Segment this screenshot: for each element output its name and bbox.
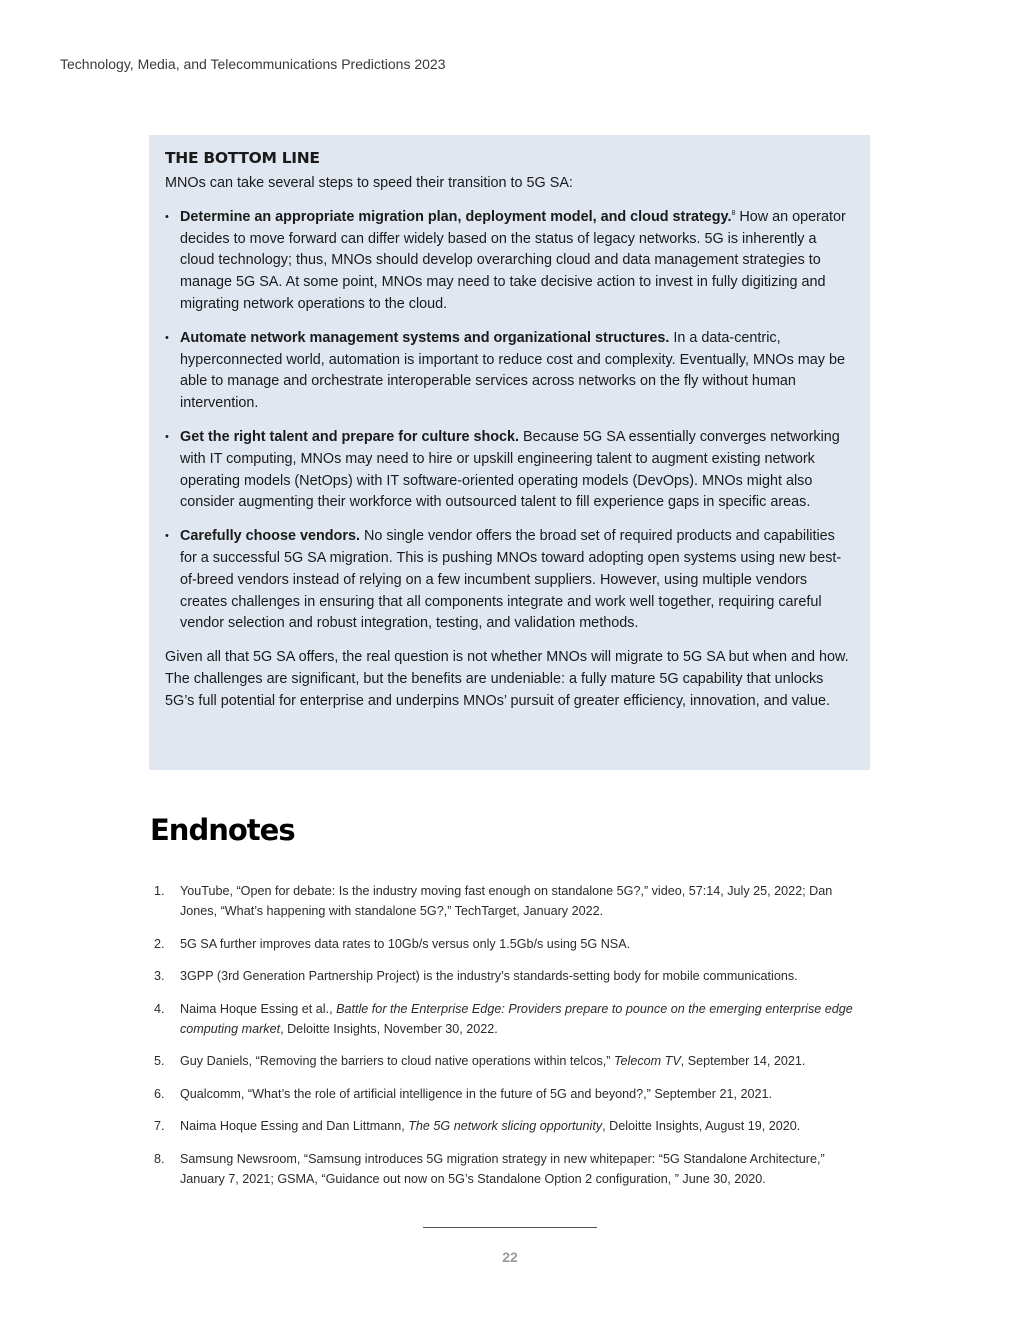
bottom-line-callout: [149, 135, 870, 770]
recommendation-heading: Carefully choose vendors.: [180, 528, 360, 545]
endnote-number: 3.: [154, 969, 165, 983]
endnote-text: 3GPP (3rd Generation Partnership Project) is the industry’s standards-setting body for mobile communications.: [180, 969, 798, 983]
recommendation-list: [165, 207, 854, 635]
endnote-text: , Deloitte Insights, August 19, 2020.: [602, 1119, 801, 1133]
endnote-number: 8.: [154, 1151, 165, 1166]
endnote-item: [150, 1116, 872, 1136]
endnote-text: , Deloitte Insights, November 30, 2022.: [280, 1021, 498, 1036]
endnote-number: 6.: [154, 1086, 165, 1101]
recommendation-item: [165, 207, 854, 316]
endnote-source-title: The 5G network slicing opportunity: [408, 1119, 603, 1133]
endnotes-heading: Endnotes: [150, 813, 295, 847]
endnote-item: [150, 1149, 872, 1189]
callout-title: THE BOTTOM LINE: [165, 149, 320, 167]
recommendation-text: Because 5G SA essentially converges networking with IT computing, MNOs may need to hire or upskill engineering talent to augment existing network operating models (NetOps) with IT software-oriented operating models (DevOps). MNOs might also consider augmenting their workforce with outsourced talent to fill experience gaps in specific areas.: [180, 428, 840, 511]
endnote-text: 5G SA further improves data rates to 10Gb/s versus only 1.5Gb/s using 5G NSA.: [180, 936, 631, 951]
callout-intro: MNOs can take several steps to speed their transition to 5G SA:: [165, 175, 573, 191]
endnote-text: YouTube, “Open for debate: Is the industry moving fast enough on standalone 5G?,” video, 57:14, July 25, 2022; Dan Jones, “What’s happening with standalone 5G?,” TechTarget, January 2022.: [180, 884, 833, 918]
endnote-text: Naima Hoque Essing et al.,: [180, 1001, 337, 1016]
endnote-number: 4.: [154, 1001, 165, 1016]
recommendation-item: [165, 526, 854, 635]
endnote-reference: 8: [731, 209, 736, 217]
endnote-item: [150, 999, 872, 1039]
recommendation-item: [165, 328, 854, 415]
endnote-number: 7.: [154, 1119, 165, 1133]
endnote-item: [150, 934, 872, 954]
endnote-item: [150, 966, 872, 986]
recommendation-heading: Determine an appropriate migration plan, deployment model, and cloud strategy.: [180, 208, 732, 225]
endnotes-list: [150, 881, 872, 1201]
endnote-text: Guy Daniels, “Removing the barriers to cloud native operations within telcos,”: [180, 1054, 614, 1068]
endnote-text: Qualcomm, “What’s the role of artificial intelligence in the future of 5G and beyond?,” September 21, 2021.: [180, 1086, 772, 1101]
bullet-icon: •: [165, 530, 169, 543]
page-number: 22: [502, 1249, 518, 1265]
footer-divider: [423, 1227, 597, 1228]
running-header: Technology, Media, and Telecommunications Predictions 2023: [60, 56, 446, 72]
endnote-number: 1.: [154, 884, 165, 898]
recommendation-text: How an operator decides to move forward can differ widely based on the status of legacy networks. 5G is inherently a cloud technology; thus, MNOs should develop overarching cloud and data management strategies to manage 5G SA. At some point, MNOs may need to take decisive action to invest in fully digitizing and migrating network operations to the cloud.: [180, 208, 846, 312]
bullet-icon: •: [165, 430, 169, 443]
bullet-icon: •: [165, 331, 169, 344]
endnote-source-title: Battle for the Enterprise Edge: Providers prepare to pounce on the emerging enterprise edge computing market: [180, 1001, 853, 1036]
recommendation-heading: Get the right talent and prepare for culture shock.: [180, 428, 520, 445]
recommendation-text: In a data-centric, hyperconnected world, automation is important to reduce cost and complexity. Eventually, MNOs may be able to manage and orchestrate interoperable services across networks on the fly without human intervention.: [180, 329, 845, 412]
bullet-icon: •: [165, 210, 169, 223]
callout-closing: Given all that 5G SA offers, the real question is not whether MNOs will migrate to 5G SA but when and how. The challenges are significant, but the benefits are undeniable: a fully mature 5G capability that unlocks 5G’s full potential for enterprise and underpins MNOs’ pursuit of greater efficiency, innovation, and value.: [165, 649, 849, 709]
recommendation-item: [165, 427, 854, 514]
endnote-item: [150, 881, 872, 921]
endnote-item: [150, 1051, 872, 1071]
endnote-text: Samsung Newsroom, “Samsung introduces 5G migration strategy in new whitepaper: “5G Standalone Architecture,” January 7, 2021; GSMA, “Guidance out now on 5G’s Standalone Option 2 configuration, ” June 30, 2020.: [180, 1151, 825, 1186]
recommendation-text: No single vendor offers the broad set of required products and capabilities for a successful 5G SA migration. This is pushing MNOs toward adopting open systems using new best-of-breed vendors instead of relying on a few incumbent suppliers. However, using multiple vendors creates challenges in ensuring that all components integrate and work well together, requiring careful vendor selection and robust integration, testing, and validation methods.: [180, 528, 842, 632]
recommendation-heading: Automate network management systems and organizational structures.: [180, 329, 670, 346]
endnote-number: 5.: [154, 1054, 165, 1068]
endnote-item: [150, 1084, 872, 1104]
endnote-source-title: Telecom TV: [614, 1054, 681, 1068]
endnote-text: Naima Hoque Essing and Dan Littmann,: [180, 1119, 409, 1133]
endnote-number: 2.: [154, 936, 165, 951]
endnote-text: , September 14, 2021.: [680, 1054, 806, 1068]
